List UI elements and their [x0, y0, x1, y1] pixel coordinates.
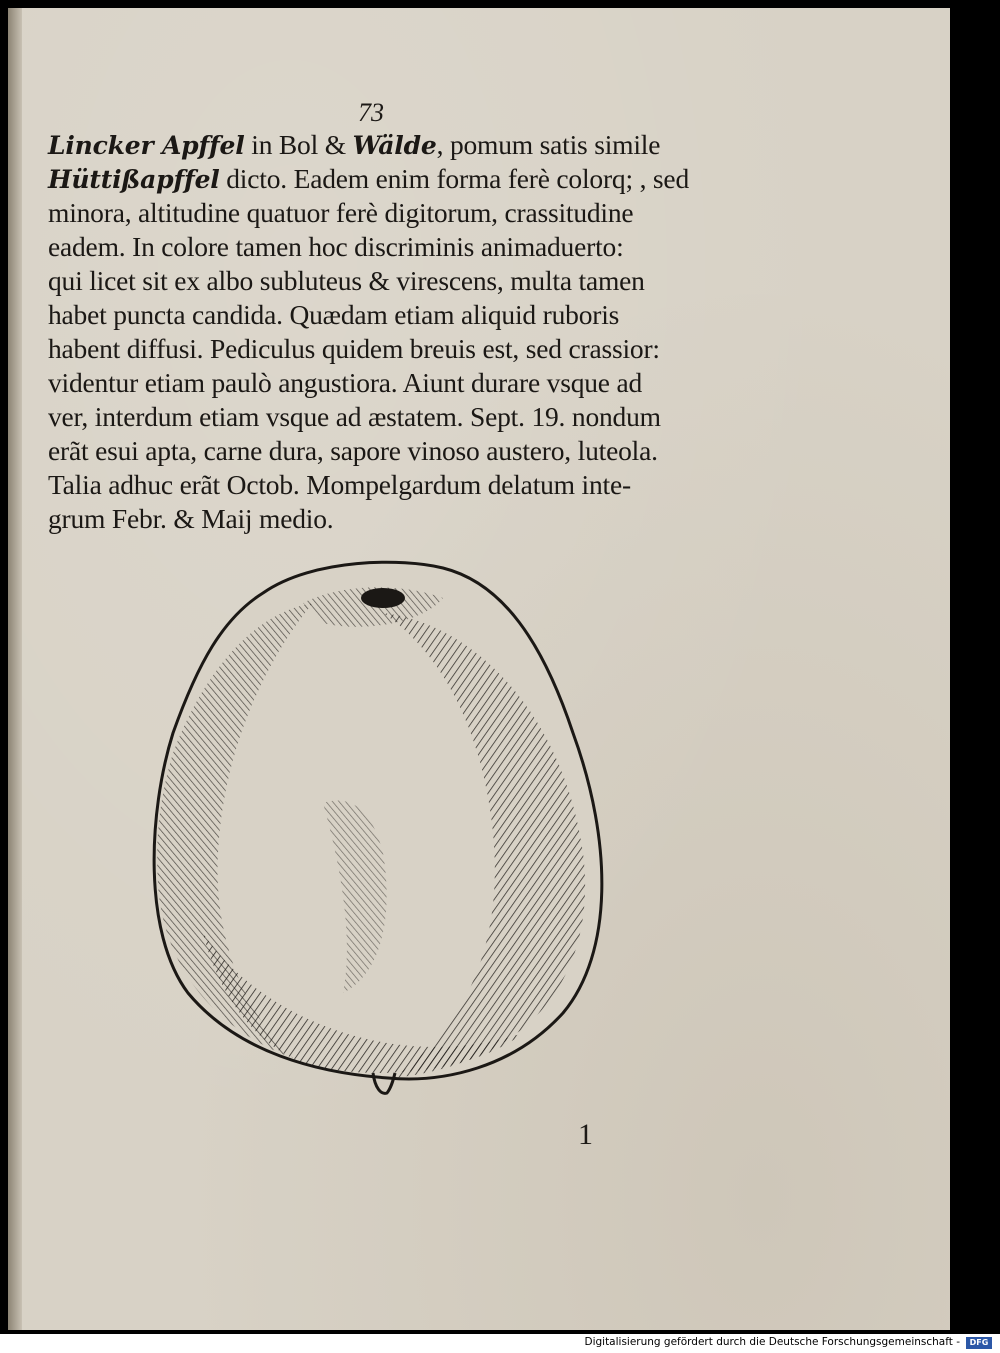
digitization-footer [0, 1334, 1000, 1353]
text-line-4: eadem. In colore tamen hoc discriminis animaduerto: [48, 231, 624, 262]
page-number: 73 [358, 98, 384, 127]
text-segment: dicto. Eadem enim forma ferè colorq; , sed [219, 163, 689, 194]
fraktur-term: Lincker Apffel [48, 131, 245, 160]
text-line-10: erãt esui apta, carne dura, sapore vinoso austero, luteola. [48, 435, 658, 466]
fraktur-term: Wälde [352, 131, 437, 160]
text-segment: in Bol & [244, 129, 353, 160]
text-line-9: ver, interdum etiam vsque ad æstatem. Sept. 19. nondum [48, 401, 661, 432]
text-line-5: qui licet sit ex albo subluteus & virescens, multa tamen [48, 265, 645, 296]
body-text [48, 128, 703, 536]
book-page [8, 8, 950, 1330]
page-gutter-shadow [8, 8, 22, 1330]
text-line-7: habent diffusi. Pediculus quidem breuis est, sed crassior: [48, 333, 660, 364]
figure-number: 1 [578, 1118, 593, 1151]
text-segment: , pomum satis simile [436, 129, 661, 160]
apple-woodcut-illustration [143, 553, 633, 1098]
text-line-3: minora, altitudine quatuor ferè digitorum, crassitudine [48, 197, 634, 228]
fraktur-term: Hüttißapffel [48, 165, 220, 194]
scan-right-border [950, 0, 1000, 1353]
text-line-11: Talia adhuc erãt Octob. Mompelgardum delatum inte- [48, 469, 631, 500]
dfg-logo-icon: DFG [966, 1337, 992, 1349]
text-line-6: habet puncta candida. Quædam etiam aliquid ruboris [48, 299, 620, 330]
funding-credit: Digitalisierung gefördert durch die Deutsche Forschungsgemeinschaft - [584, 1336, 960, 1348]
text-line-1 [48, 128, 703, 162]
text-line-2 [48, 162, 703, 196]
text-line-8: videntur etiam paulò angustiora. Aiunt durare vsque ad [48, 367, 643, 398]
text-line-12: grum Febr. & Maij medio. [48, 503, 334, 534]
